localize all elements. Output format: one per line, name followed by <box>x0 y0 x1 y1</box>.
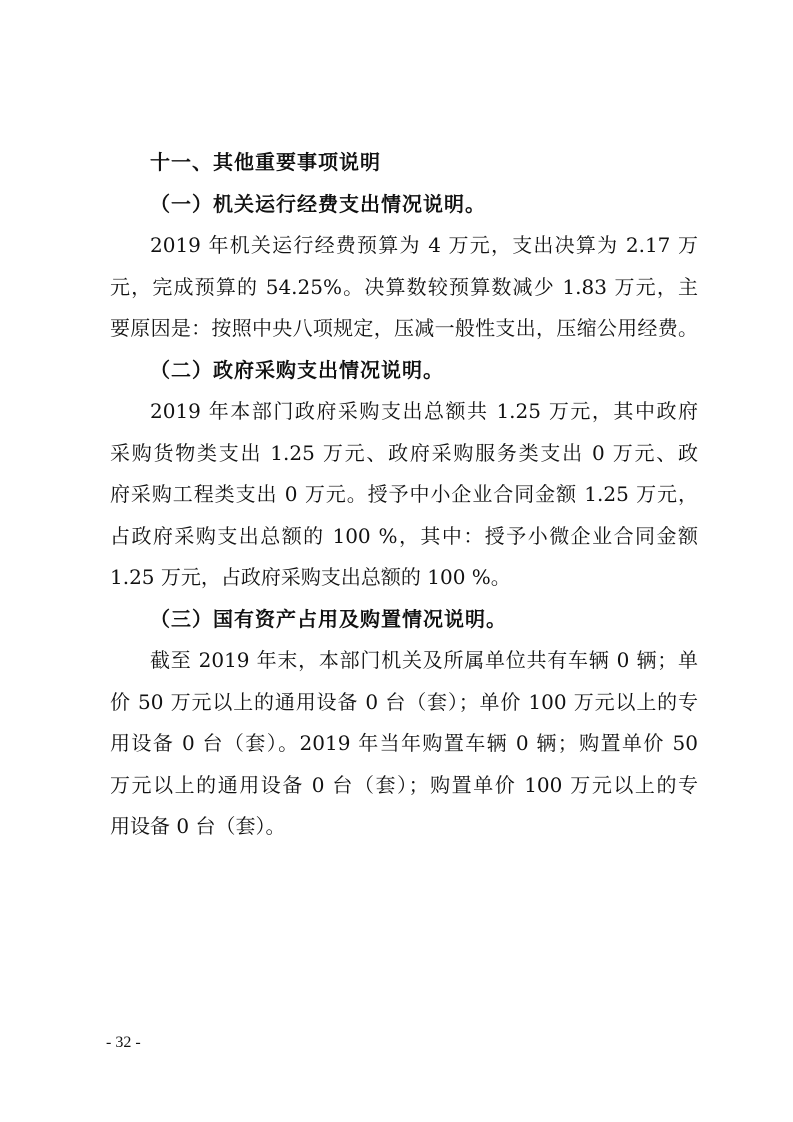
subsection-heading-1: （一）机关运行经费支出情况说明。 <box>150 191 486 216</box>
subsection-heading-3: （三）国有资产占用及购置情况说明。 <box>150 606 507 631</box>
page-content <box>110 142 698 848</box>
paragraph-line: 要原因是：按照中央八项规定，压减一般性支出，压缩公用经费。 <box>110 316 698 340</box>
paragraph-line: 价 50 万元以上的通用设备 0 台（套）；单价 100 万元以上的专 <box>110 689 698 714</box>
paragraph-line: 2019 年本部门政府采购支出总额共 1.25 万元，其中政府 <box>150 399 698 423</box>
section-title: 十一、其他重要事项说明 <box>150 150 381 174</box>
paragraph-line: 占政府采购支出总额的 100 %，其中：授予小微企业合同金额 <box>110 523 698 548</box>
paragraph-line: 万元以上的通用设备 0 台（套）；购置单价 100 万元以上的专 <box>110 772 698 797</box>
paragraph-line: 用设备 0 台（套）。2019 年当年购置车辆 0 辆；购置单价 50 <box>110 731 698 755</box>
paragraph-line: 用设备 0 台（套）。 <box>110 814 286 838</box>
page-number: - 32 - <box>106 1034 141 1051</box>
paragraph-line: 府采购工程类支出 0 万元。授予中小企业合同金额 1.25 万元， <box>110 482 698 506</box>
paragraph-line: 元，完成预算的 54.25%。决算数较预算数减少 1.83 万元，主 <box>110 274 698 299</box>
paragraph-line: 1.25 万元，占政府采购支出总额的 100 %。 <box>110 565 511 589</box>
paragraph-line: 采购货物类支出 1.25 万元、政府采购服务类支出 0 万元、政 <box>110 440 698 465</box>
paragraph-line: 截至 2019 年末，本部门机关及所属单位共有车辆 0 辆；单 <box>150 648 698 672</box>
subsection-heading-2: （二）政府采购支出情况说明。 <box>150 357 444 382</box>
paragraph-line: 2019 年机关运行经费预算为 4 万元，支出决算为 2.17 万 <box>150 233 698 257</box>
